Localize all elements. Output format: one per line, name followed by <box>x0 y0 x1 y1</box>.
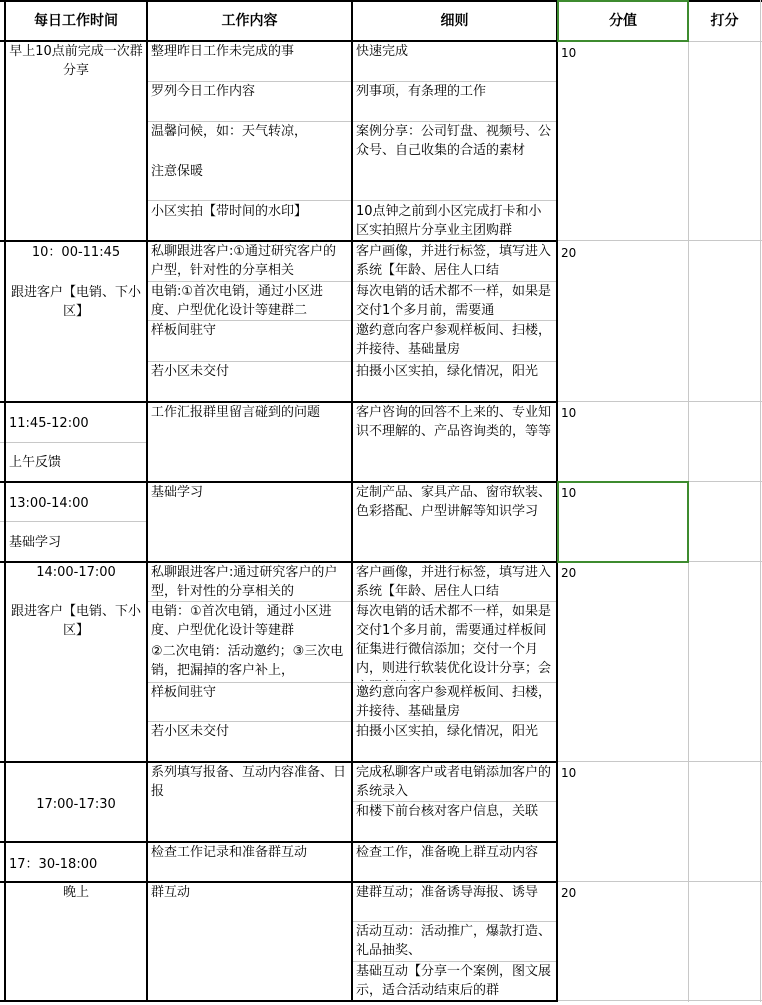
content-cell[interactable]: 罗列今日工作内容 <box>151 84 256 99</box>
content-cell[interactable]: 电销:①首次电销，通过小区进度、户型优化设计等建群二 <box>151 284 324 318</box>
detail-cell[interactable]: 活动互动：活动推广，爆款打造、礼品抽奖、 <box>356 924 552 958</box>
time-cell[interactable]: 13:00-14:00 <box>9 496 89 511</box>
content-cell[interactable]: 基础学习 <box>151 485 204 500</box>
time-cell[interactable]: 晚上 <box>62 885 89 900</box>
score-cell[interactable]: 20 <box>561 566 577 580</box>
detail-cell[interactable]: 列事项，有条理的工作 <box>356 84 487 99</box>
content-cell[interactable]: 私聊跟进客户:通过研究客户的户型，针对性的分享相关的 <box>151 565 338 599</box>
time-cell[interactable]: 14:00-17:00 <box>36 565 116 580</box>
content-cell[interactable]: 群互动 <box>151 885 191 900</box>
content-cell[interactable]: 电销：①首次电销，通过小区进度、户型优化设计等建群 <box>151 604 332 638</box>
detail-cell[interactable]: 快速完成 <box>356 44 409 59</box>
score-cell[interactable]: 20 <box>561 246 577 260</box>
content-cell[interactable]: 小区实拍【带时间的水印】 <box>151 204 308 219</box>
time-cell[interactable]: 早上10点前完成一次群分享 <box>9 44 143 78</box>
detail-cell[interactable]: 定制产品、家具产品、窗帘软装、色彩搭配、户型讲解等知识学习 <box>356 485 552 519</box>
detail-cell[interactable]: 邀约意向客户参观样板间、扫楼，并接待、基础量房 <box>356 685 552 719</box>
time-cell[interactable]: 17：30-18:00 <box>9 857 98 872</box>
detail-cell[interactable]: 建群互动；准备诱导海报、诱导 <box>356 885 539 900</box>
header-detail: 细则 <box>440 12 469 29</box>
content-cell[interactable]: ②二次电销：活动邀约；③三次电销，把漏掉的客户补上， <box>151 644 344 678</box>
detail-cell[interactable]: 拍摄小区实拍，绿化情况，阳光 <box>356 364 539 379</box>
time-cell[interactable]: 11:45-12:00 <box>9 416 89 431</box>
content-cell[interactable]: 私聊跟进客户:①通过研究客户的户型，针对性的分享相关 <box>151 244 337 278</box>
content-cell[interactable]: 注意保暖 <box>151 164 204 179</box>
detail-cell[interactable]: 客户咨询的回答不上来的、专业知识不理解的、产品咨询类的，等等 <box>356 405 552 439</box>
time-cell[interactable]: 上午反馈 <box>9 455 62 470</box>
header-time: 每日工作时间 <box>34 12 118 29</box>
content-cell[interactable]: 温馨问候，如：天气转凉， <box>151 124 308 139</box>
time-cell[interactable]: 跟进客户【电销、下小区】 <box>10 604 141 638</box>
detail-cell[interactable]: 案例分享：公司钉盘、视频号、公众号、自己收集的合适的素材 <box>356 124 552 158</box>
time-cell[interactable]: 10：00-11:45 <box>31 245 121 260</box>
header-score: 分值 <box>609 12 637 29</box>
content-cell[interactable]: 工作汇报群里留言碰到的问题 <box>151 405 321 420</box>
content-cell[interactable]: 若小区未交付 <box>151 724 230 739</box>
detail-cell[interactable]: 基础互动【分享一个案例，图文展示，适合活动结束后的群 <box>356 964 552 998</box>
score-cell[interactable]: 10 <box>561 46 577 60</box>
detail-cell[interactable]: 每次电销的话术都不一样，如果是交付1个多月前，需要通 <box>356 284 552 318</box>
time-cell[interactable]: 17:00-17:30 <box>36 797 116 812</box>
detail-cell[interactable]: 客户画像，并进行标签，填写进入系统【年龄、居住人口结 <box>356 244 552 278</box>
header-rating: 打分 <box>710 12 739 29</box>
detail-cell[interactable]: 和楼下前台核对客户信息，关联 <box>356 804 539 819</box>
detail-cell[interactable]: 拍摄小区实拍，绿化情况，阳光 <box>356 724 539 739</box>
content-cell[interactable]: 样板间驻守 <box>151 323 217 338</box>
score-cell[interactable]: 10 <box>561 406 577 420</box>
time-cell[interactable]: 跟进客户【电销、下小区】 <box>10 285 141 319</box>
detail-cell[interactable]: 10点钟之前到小区完成打卡和小区实拍照片分享业主团购群 <box>356 204 542 238</box>
content-cell[interactable]: 若小区未交付 <box>151 364 230 379</box>
content-cell[interactable]: 检查工作记录和准备群互动 <box>151 845 308 860</box>
content-cell[interactable]: 系列填写报备、互动内容准备、日报 <box>151 765 347 799</box>
header-content: 工作内容 <box>221 12 278 29</box>
score-cell[interactable]: 10 <box>561 766 577 780</box>
detail-cell[interactable]: 完成私聊客户或者电销添加客户的系统录入 <box>356 765 552 799</box>
score-cell[interactable]: 20 <box>561 886 577 900</box>
content-cell[interactable]: 样板间驻守 <box>151 685 217 700</box>
score-cell[interactable]: 10 <box>561 486 577 500</box>
detail-cell[interactable]: 客户画像，并进行标签，填写进入系统【年龄、居住人口结 <box>356 565 552 599</box>
detail-cell[interactable]: 每次电销的话术都不一样，如果是交付1个多月前，需要通过样板间征集进行微信添加；交付一个月内，则进行软装优化设计分享；会 <box>356 604 552 676</box>
time-cell[interactable]: 基础学习 <box>9 535 62 550</box>
content-cell[interactable]: 整理昨日工作未完成的事 <box>151 44 295 59</box>
detail-cell[interactable]: 邀约意向客户参观样板间、扫楼，并接待、基础量房 <box>356 323 552 357</box>
detail-cell[interactable]: 检查工作，准备晚上群互动内容 <box>356 845 539 860</box>
